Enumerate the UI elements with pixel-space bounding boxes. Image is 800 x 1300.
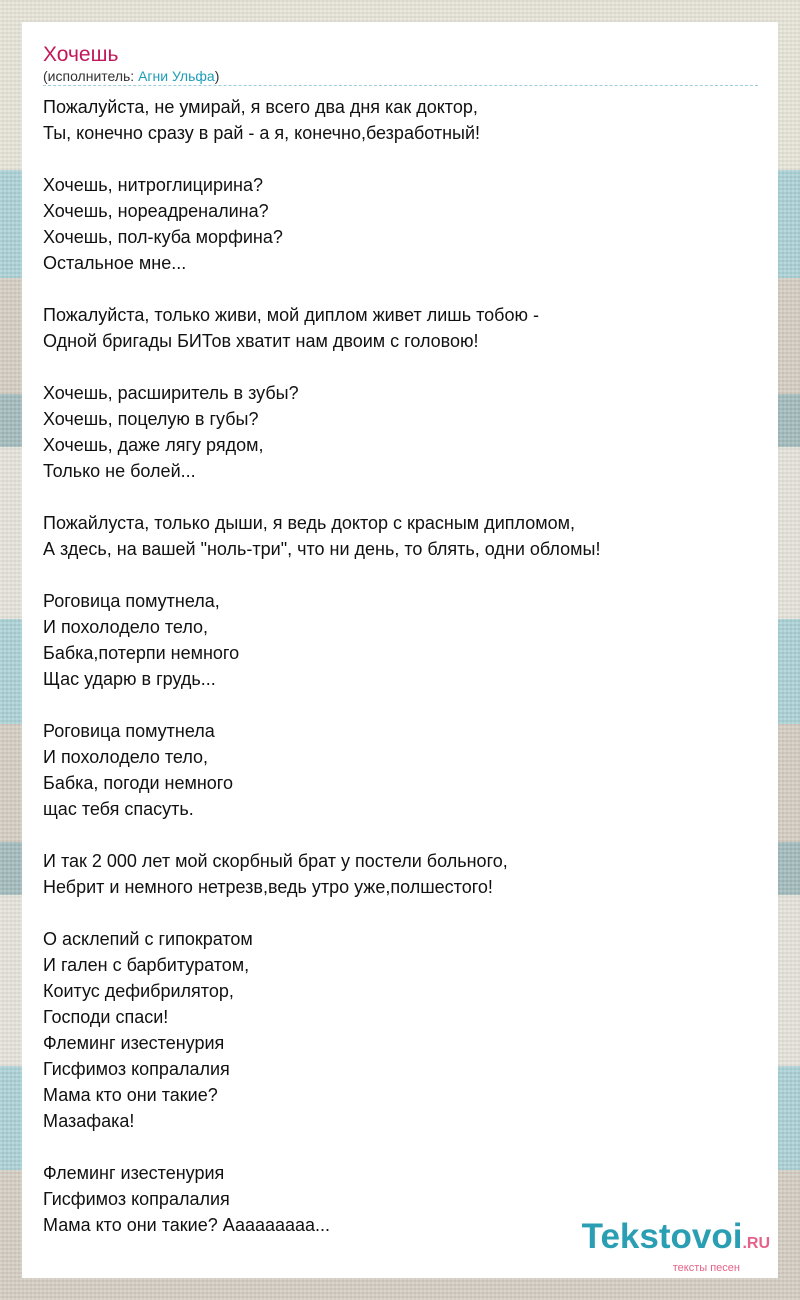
site-logo[interactable] [582, 1219, 770, 1274]
lyric-line: Бабка,потерпи немного [43, 643, 240, 663]
lyric-line: Гисфимоз копралалия [43, 1189, 230, 1209]
artist-line [43, 68, 758, 86]
artist-suffix: ) [214, 68, 220, 84]
lyric-line: Остальное мне... [43, 253, 187, 273]
lyric-line: Господи спаси! [43, 1007, 169, 1027]
stanza-break [43, 1134, 758, 1160]
lyric-line: А здесь, на вашей "ноль-три", что ни день, то блять, одни обломы! [43, 539, 601, 559]
lyric-line: Мама кто они такие? [43, 1085, 218, 1105]
lyric-line: И так 2 000 лет мой скорбный брат у постели больного, [43, 851, 508, 871]
stanza-break [43, 354, 758, 380]
stanza-break [43, 276, 758, 302]
lyric-line: Мама кто они такие? Ааааааааа... [43, 1215, 331, 1235]
lyrics-text [43, 94, 758, 1238]
stanza-break [43, 692, 758, 718]
lyric-line: Одной бригады БИТов хватит нам двоим с головою! [43, 331, 479, 351]
lyric-line: Хочешь, расширитель в зубы? [43, 383, 299, 403]
logo-wordmark [582, 1219, 770, 1262]
lyric-line: Роговица помутнела [43, 721, 215, 741]
lyric-line: Пожайлуста, только дыши, я ведь доктор с красным дипломом, [43, 513, 575, 533]
logo-name: Tekstovoi [581, 1217, 743, 1256]
stanza-break [43, 562, 758, 588]
lyric-line: И похолодело тело, [43, 617, 209, 637]
lyric-line: Небрит и немного нетрезв,ведь утро уже,полшестого! [43, 877, 493, 897]
artist-link[interactable]: Агни Ульфа [138, 68, 215, 84]
lyric-line: Хочешь, нореадреналина? [43, 201, 269, 221]
lyric-line: Ты, конечно сразу в рай - а я, конечно,безработный! [43, 123, 481, 143]
lyric-line: Флеминг изестенурия [43, 1033, 225, 1053]
lyric-line: Роговица помутнела, [43, 591, 220, 611]
lyric-line: Флеминг изестенурия [43, 1163, 225, 1183]
lyric-line: О асклепий с гипократом [43, 929, 253, 949]
lyrics-card [22, 22, 778, 1278]
lyric-line: Пожалуйста, только живи, мой диплом живет лишь тобою - [43, 305, 539, 325]
lyric-line: Бабка, погоди немного [43, 773, 233, 793]
lyric-line: Мазафака! [43, 1111, 135, 1131]
lyric-line: Гисфимоз копралалия [43, 1059, 230, 1079]
lyric-line: Только не болей... [43, 461, 196, 481]
logo-tagline: тексты песен [672, 1262, 740, 1274]
lyric-line: И похолодело тело, [43, 747, 209, 767]
lyric-line: щас тебя спасуть. [43, 799, 194, 819]
stanza-break [43, 146, 758, 172]
lyric-line: Щас ударю в грудь... [43, 669, 216, 689]
lyric-line: Пожалуйста, не умирай, я всего два дня как доктор, [43, 97, 478, 117]
stanza-break [43, 822, 758, 848]
stanza-break [43, 484, 758, 510]
logo-domain: .RU [742, 1235, 770, 1252]
lyric-line: Коитус дефибрилятор, [43, 981, 234, 1001]
lyric-line: Хочешь, нитроглицирина? [43, 175, 264, 195]
lyric-line: И гален с барбитуратом, [43, 955, 250, 975]
artist-prefix: (исполнитель: [43, 68, 139, 84]
stanza-break [43, 900, 758, 926]
lyric-line: Хочешь, поцелую в губы? [43, 409, 259, 429]
song-title: Хочешь [43, 43, 119, 66]
lyric-line: Хочешь, пол-куба морфина? [43, 227, 283, 247]
lyric-line: Хочешь, даже лягу рядом, [43, 435, 264, 455]
